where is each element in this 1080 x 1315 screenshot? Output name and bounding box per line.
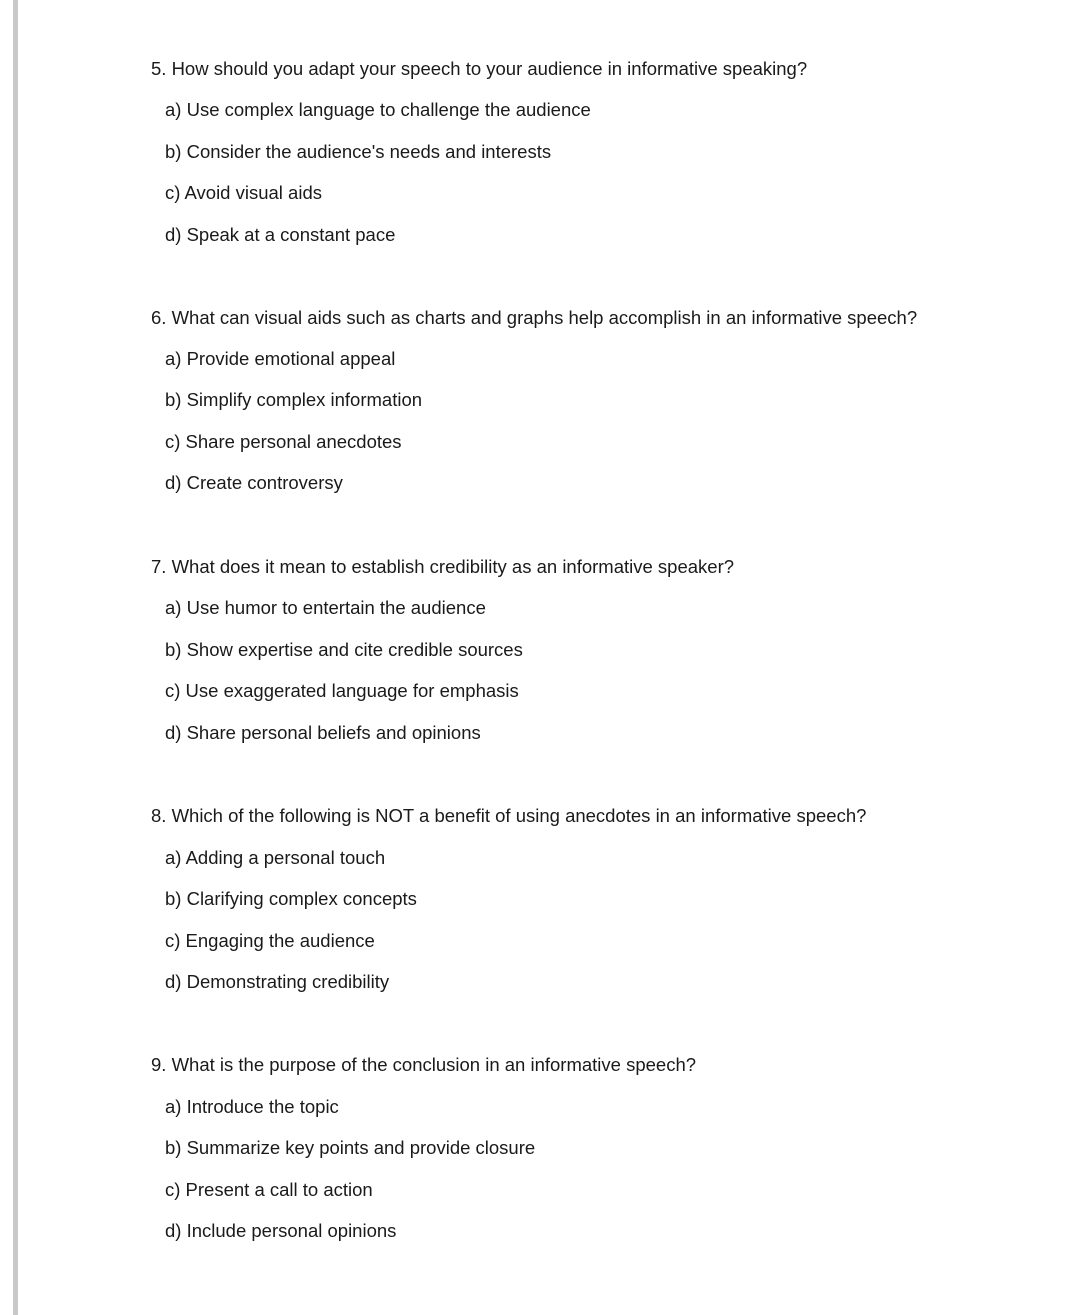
option-a: a) Use humor to entertain the audience (165, 597, 486, 618)
option-a: a) Adding a personal touch (165, 847, 386, 868)
option-b: b) Summarize key points and provide closure (165, 1137, 536, 1158)
question-7 (151, 556, 1051, 743)
option-c: c) Avoid visual aids (165, 182, 322, 203)
question-9 (151, 1054, 1051, 1241)
option-b: b) Simplify complex information (165, 389, 423, 410)
option-a: a) Provide emotional appeal (165, 348, 396, 369)
option-b: b) Clarifying complex concepts (165, 888, 417, 909)
question-text: 5. How should you adapt your speech to your audience in informative speaking? (151, 58, 808, 79)
question-text: 8. Which of the following is NOT a benefit of using anecdotes in an informative speech? (151, 805, 867, 826)
question-5 (151, 58, 1051, 245)
option-a: a) Use complex language to challenge the audience (165, 99, 591, 120)
question-text: 6. What can visual aids such as charts and graphs help accomplish in an informative speech? (151, 307, 918, 328)
option-b: b) Consider the audience's needs and interests (165, 141, 552, 162)
question-6 (151, 307, 1051, 493)
question-text: 9. What is the purpose of the conclusion in an informative speech? (151, 1054, 697, 1075)
option-c: c) Engaging the audience (165, 930, 375, 951)
option-d: d) Include personal opinions (165, 1220, 397, 1241)
question-text: 7. What does it mean to establish credibility as an informative speaker? (151, 556, 735, 577)
option-c: c) Share personal anecdotes (165, 431, 402, 452)
option-d: d) Share personal beliefs and opinions (165, 722, 481, 743)
option-d: d) Demonstrating credibility (165, 971, 390, 992)
option-c: c) Present a call to action (165, 1179, 373, 1200)
question-8 (151, 805, 1051, 992)
option-b: b) Show expertise and cite credible sources (165, 639, 523, 660)
option-a: a) Introduce the topic (165, 1096, 339, 1117)
option-c: c) Use exaggerated language for emphasis (165, 680, 519, 701)
option-d: d) Create controversy (165, 472, 343, 493)
option-d: d) Speak at a constant pace (165, 224, 396, 245)
